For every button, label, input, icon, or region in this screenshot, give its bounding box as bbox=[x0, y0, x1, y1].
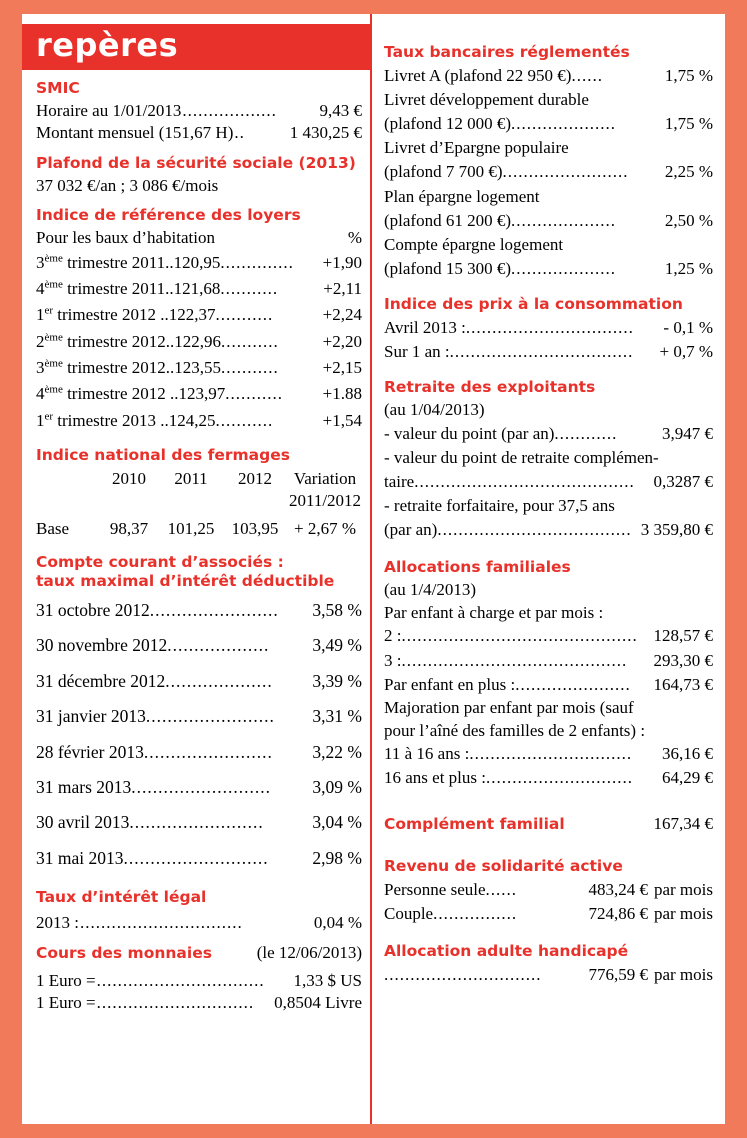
leader-dots: .......................................... bbox=[414, 471, 635, 491]
compte-courant-row bbox=[36, 699, 362, 734]
ret-label: taire bbox=[384, 471, 415, 491]
col-2011: 2011 bbox=[174, 469, 208, 489]
section-aah-heading: Allocation adulte handicapé bbox=[384, 942, 629, 961]
leader-dots: .......................... bbox=[131, 776, 272, 797]
allocations-date: (au 1/4/2013) bbox=[384, 580, 477, 600]
taux-legal-value: 0,04 % bbox=[313, 912, 362, 932]
smic-row bbox=[36, 122, 362, 145]
irl-quarter: 4ème trimestre 2011.. bbox=[36, 278, 174, 299]
section-complement-familial-heading: Complément familial bbox=[384, 814, 565, 833]
table-header-subrow bbox=[36, 490, 362, 512]
monnaie-row bbox=[36, 992, 362, 1015]
leader-dots: ........... bbox=[221, 358, 279, 378]
compte-courant-row bbox=[36, 628, 362, 663]
irl-quarter: 4ème trimestre 2012 .. bbox=[36, 383, 179, 404]
leader-dots: ............ bbox=[554, 423, 618, 443]
cell-2012: 103,95 bbox=[231, 518, 279, 538]
cc-value: 3,49 % bbox=[312, 635, 362, 656]
prix-conso-row bbox=[384, 340, 713, 364]
rsa-label: Couple bbox=[384, 904, 434, 924]
leader-dots: ............................................. bbox=[401, 626, 638, 646]
cell-2011: 101,25 bbox=[167, 518, 215, 538]
rsa-row bbox=[384, 902, 713, 926]
cc-value: 3,39 % bbox=[312, 670, 362, 691]
retraite-row bbox=[384, 422, 713, 446]
alloc-value: 293,30 € bbox=[653, 650, 713, 670]
alloc-label: 16 ans et plus : bbox=[384, 768, 486, 788]
leader-dots: ................ bbox=[433, 904, 518, 924]
irl-row bbox=[36, 250, 362, 276]
leader-dots: .............................. bbox=[96, 993, 255, 1013]
section-fermages-heading: Indice national des fermages bbox=[36, 446, 290, 465]
leader-dots: ........... bbox=[215, 410, 274, 430]
irl-index: 124,25 bbox=[168, 410, 216, 430]
irl-quarter: 3ème trimestre 2011 bbox=[36, 252, 166, 272]
irl-pct: +1,54 bbox=[322, 410, 362, 430]
leader-dots: .................... bbox=[511, 210, 617, 230]
rsa-value: 483,24 € bbox=[588, 880, 648, 900]
ret-label: (par an) bbox=[384, 520, 438, 540]
section-irl-heading: Indice de référence des loyers bbox=[36, 206, 301, 225]
retraite-row bbox=[384, 518, 713, 542]
alloc-label: 3 : bbox=[384, 650, 402, 670]
tb-label: Livret développement durable bbox=[384, 90, 589, 110]
cc-value: 2,98 % bbox=[312, 847, 362, 868]
taux-bancaire-row bbox=[384, 112, 713, 136]
taux-bancaire-row bbox=[384, 257, 713, 281]
col-blank4 bbox=[160, 490, 222, 512]
irl-row bbox=[36, 381, 362, 407]
alloc-value: 128,57 € bbox=[653, 626, 713, 646]
tb-label: (plafond 7 700 €) bbox=[384, 162, 503, 182]
leader-dots: ............................... bbox=[79, 912, 243, 932]
fermages-table bbox=[36, 468, 362, 539]
allocation-row bbox=[384, 624, 713, 648]
leader-dots: ........... bbox=[225, 384, 283, 404]
irl-index: 123,55 bbox=[174, 358, 221, 378]
leader-dots: ........................ bbox=[143, 741, 273, 762]
tb-value: 1,25 % bbox=[664, 258, 713, 278]
section-retraite-heading: Retraite des exploitants bbox=[384, 378, 596, 397]
alloc-value: 36,16 € bbox=[662, 744, 713, 764]
leader-dots: .............................. bbox=[384, 965, 542, 985]
pc-label: Avril 2013 : bbox=[384, 317, 466, 337]
irl-quarter: 2ème trimestre 2012.. bbox=[36, 331, 175, 351]
irl-subheader-unit: % bbox=[347, 228, 362, 248]
tb-label: (plafond 15 300 €) bbox=[384, 258, 512, 278]
leader-dots: ............................... bbox=[469, 744, 633, 764]
irl-quarter: 1er trimestre 2012 .. bbox=[36, 304, 169, 325]
retraite-row bbox=[384, 446, 713, 470]
compte-courant-row bbox=[36, 805, 362, 840]
rsa-suffix: par mois bbox=[653, 880, 713, 900]
allocation-row bbox=[384, 766, 713, 790]
prix-conso-row bbox=[384, 316, 713, 340]
section-prix-conso-heading: Indice des prix à la consommation bbox=[384, 295, 683, 314]
col-blank bbox=[36, 468, 98, 490]
cc-label: 31 mars 2013 bbox=[36, 776, 132, 797]
leader-dots: .................... bbox=[511, 114, 617, 134]
col-blank5 bbox=[222, 490, 288, 512]
masthead-title: repères bbox=[22, 24, 370, 70]
taux-bancaire-row bbox=[384, 64, 713, 88]
complement-familial-value: 167,34 € bbox=[653, 813, 713, 833]
tb-label: Plan épargne logement bbox=[384, 186, 540, 206]
irl-index: 122,37 bbox=[168, 305, 216, 325]
pc-label: Sur 1 an : bbox=[384, 342, 450, 362]
leader-dots: ...... bbox=[571, 65, 603, 85]
irl-pct: +1,90 bbox=[322, 252, 362, 272]
col-variation: Variation bbox=[293, 469, 357, 489]
irl-pct: +2,15 bbox=[322, 358, 362, 378]
irl-quarter: 1er trimestre 2013 .. bbox=[36, 410, 169, 430]
smic-row-label: Montant mensuel (151,67 H) bbox=[36, 123, 234, 143]
ret-label: - valeur du point de retraite complémen- bbox=[384, 447, 659, 467]
monnaie-value: 1,33 $ US bbox=[293, 970, 362, 990]
leader-dots: ........................... bbox=[123, 847, 269, 868]
irl-index: ..120,95 bbox=[165, 252, 221, 272]
irl-index: 122,96 bbox=[174, 331, 221, 351]
cc-label: 31 janvier 2013 bbox=[36, 706, 146, 727]
irl-pct: +2,11 bbox=[323, 279, 362, 299]
cc-label: 28 février 2013 bbox=[36, 741, 144, 762]
monnaies-date: (le 12/06/2013) bbox=[256, 942, 362, 962]
taux-bancaire-row bbox=[384, 185, 713, 209]
rsa-label: Personne seule bbox=[384, 880, 486, 900]
tb-value: 1,75 % bbox=[664, 114, 713, 134]
irl-pct: +2,24 bbox=[322, 305, 362, 325]
monnaie-value: 0,8504 Livre bbox=[274, 993, 362, 1013]
monnaie-label: 1 Euro = bbox=[36, 970, 96, 990]
irl-index: 123,97 bbox=[178, 384, 226, 404]
irl-row bbox=[36, 408, 362, 434]
alloc-label: Par enfant en plus : bbox=[384, 674, 516, 694]
irl-subheader bbox=[36, 227, 362, 250]
section-rsa-heading: Revenu de solidarité active bbox=[384, 857, 623, 876]
cc-label: 31 octobre 2012 bbox=[36, 600, 150, 621]
cc-label: 31 décembre 2012 bbox=[36, 670, 166, 691]
ret-label: - retraite forfaitaire, pour 37,5 ans bbox=[384, 496, 615, 516]
taux-legal-row bbox=[36, 909, 362, 936]
leader-dots: ........... bbox=[215, 305, 274, 325]
leader-dots: ........................ bbox=[145, 706, 275, 727]
section-smic-heading: SMIC bbox=[36, 78, 80, 97]
leader-dots: .. bbox=[234, 123, 245, 143]
irl-index: 121,68 bbox=[173, 279, 221, 299]
monnaie-row bbox=[36, 970, 362, 993]
rsa-row bbox=[384, 878, 713, 902]
smic-row-value: 1 430,25 € bbox=[289, 123, 362, 143]
taux-bancaire-row bbox=[384, 209, 713, 233]
leader-dots: ........................ bbox=[502, 162, 629, 182]
leader-dots: .................... bbox=[511, 258, 617, 278]
section-monnaies-heading: Cours des monnaies bbox=[36, 943, 212, 962]
cc-value: 3,58 % bbox=[312, 600, 362, 621]
tb-value: 1,75 % bbox=[664, 65, 713, 85]
irl-row bbox=[36, 329, 362, 355]
alloc-value: 64,29 € bbox=[662, 768, 713, 788]
pc-value: + 0,7 % bbox=[659, 342, 713, 362]
irl-row bbox=[36, 302, 362, 328]
tb-label: (plafond 61 200 €) bbox=[384, 210, 512, 230]
tb-value: 2,25 % bbox=[664, 162, 713, 182]
row-label: Base bbox=[36, 518, 70, 538]
taux-bancaire-row bbox=[384, 233, 713, 257]
table-row bbox=[36, 518, 362, 540]
allocations-note-line1: Majoration par enfant par mois (sauf bbox=[384, 697, 634, 717]
col-blank3 bbox=[98, 490, 160, 512]
aah-row bbox=[384, 963, 713, 987]
ret-value: 3,947 € bbox=[662, 423, 713, 443]
allocations-intro: Par enfant à charge et par mois : bbox=[384, 602, 604, 622]
section-compte-courant-heading-line2: taux maximal d’intérêt déductible bbox=[36, 572, 335, 591]
leader-dots: .............. bbox=[220, 252, 294, 272]
section-compte-courant-heading-line1: Compte courant d’associés : bbox=[36, 553, 284, 572]
taux-legal-label: 2013 : bbox=[36, 912, 79, 932]
col-2012: 2012 bbox=[238, 469, 272, 489]
leader-dots: ................................ bbox=[96, 970, 265, 990]
leader-dots: ........................ bbox=[149, 600, 279, 621]
irl-pct: +1.88 bbox=[322, 384, 362, 404]
ret-label: - valeur du point (par an) bbox=[384, 423, 555, 443]
taux-bancaire-row bbox=[384, 160, 713, 184]
retraite-date: (au 1/04/2013) bbox=[384, 400, 485, 420]
leader-dots: ................................ bbox=[465, 317, 634, 337]
alloc-label: 2 : bbox=[384, 626, 402, 646]
tb-label: Compte épargne logement bbox=[384, 234, 564, 254]
leader-dots: ........... bbox=[221, 331, 279, 351]
ret-value: 0,3287 € bbox=[653, 471, 713, 491]
cc-label: 30 novembre 2012 bbox=[36, 635, 168, 656]
cc-label: 30 avril 2013 bbox=[36, 812, 130, 833]
leader-dots: ...................... bbox=[515, 674, 631, 694]
aah-value: 776,59 € bbox=[588, 965, 648, 985]
cell-2010: 98,37 bbox=[109, 518, 149, 538]
retraite-row bbox=[384, 470, 713, 494]
leader-dots: .................. bbox=[182, 100, 277, 120]
cc-label: 31 mai 2013 bbox=[36, 847, 124, 868]
reperes-page bbox=[22, 14, 725, 1124]
cc-value: 3,09 % bbox=[312, 776, 362, 797]
left-column bbox=[22, 14, 372, 1124]
retraite-row bbox=[384, 494, 713, 518]
allocation-row bbox=[384, 742, 713, 766]
col-blank2 bbox=[36, 490, 98, 512]
leader-dots: ...... bbox=[485, 880, 518, 900]
right-column bbox=[372, 14, 725, 1124]
tb-value: 2,50 % bbox=[664, 210, 713, 230]
compte-courant-row bbox=[36, 770, 362, 805]
irl-quarter: 3ème trimestre 2012.. bbox=[36, 357, 175, 378]
smic-row-label: Horaire au 1/01/2013 bbox=[36, 100, 182, 120]
irl-row bbox=[36, 276, 362, 302]
allocation-row bbox=[384, 673, 713, 697]
allocations-note-line2: pour l’aîné des familles de 2 enfants) : bbox=[384, 720, 646, 740]
irl-row bbox=[36, 355, 362, 381]
irl-pct: +2,20 bbox=[322, 331, 362, 351]
cc-value: 3,31 % bbox=[312, 706, 362, 727]
leader-dots: ................................... bbox=[449, 342, 634, 362]
table-header-row bbox=[36, 468, 362, 490]
leader-dots: ............................ bbox=[486, 768, 633, 788]
compte-courant-row bbox=[36, 593, 362, 628]
tb-label: (plafond 12 000 €) bbox=[384, 114, 512, 134]
cc-value: 3,22 % bbox=[312, 741, 362, 762]
compte-courant-row bbox=[36, 664, 362, 699]
rsa-suffix: par mois bbox=[653, 904, 713, 924]
compte-courant-row bbox=[36, 735, 362, 770]
alloc-value: 164,73 € bbox=[653, 674, 713, 694]
leader-dots: .................... bbox=[165, 670, 273, 691]
smic-row bbox=[36, 100, 362, 123]
compte-courant-row bbox=[36, 841, 362, 876]
taux-bancaire-row bbox=[384, 88, 713, 112]
section-taux-legal-heading: Taux d’intérêt légal bbox=[36, 887, 207, 906]
allocation-row bbox=[384, 649, 713, 673]
taux-bancaire-row bbox=[384, 136, 713, 160]
leader-dots: ........... bbox=[220, 279, 279, 299]
section-taux-bancaires-heading: Taux bancaires réglementés bbox=[384, 43, 630, 61]
leader-dots: ................... bbox=[167, 635, 270, 656]
monnaie-label: 1 Euro = bbox=[36, 993, 96, 1013]
col-2010: 2010 bbox=[112, 469, 146, 489]
tb-label: Livret d’Epargne populaire bbox=[384, 138, 569, 158]
cc-value: 3,04 % bbox=[312, 812, 362, 833]
irl-subheader-label: Pour les baux d’habitation bbox=[36, 228, 215, 248]
leader-dots: ..................................... bbox=[437, 520, 632, 540]
col-variation-sub: 2011/2012 bbox=[288, 490, 362, 510]
alloc-label: 11 à 16 ans : bbox=[384, 744, 470, 764]
cell-variation: + 2,67 % bbox=[294, 518, 356, 538]
tb-label: Livret A (plafond 22 950 €) bbox=[384, 65, 572, 85]
pc-value: - 0,1 % bbox=[663, 317, 713, 337]
leader-dots: ......................... bbox=[129, 812, 264, 833]
leader-dots: ........................................... bbox=[401, 650, 628, 670]
plafond-ss-value: 37 032 €/an ; 3 086 €/mois bbox=[36, 175, 219, 195]
aah-suffix: par mois bbox=[653, 965, 713, 985]
smic-row-value: 9,43 € bbox=[319, 100, 362, 120]
rsa-value: 724,86 € bbox=[588, 904, 648, 924]
ret-value: 3 359,80 € bbox=[640, 520, 713, 540]
section-allocations-heading: Allocations familiales bbox=[384, 558, 571, 577]
section-plafond-ss-heading: Plafond de la sécurité sociale (2013) bbox=[36, 153, 356, 172]
